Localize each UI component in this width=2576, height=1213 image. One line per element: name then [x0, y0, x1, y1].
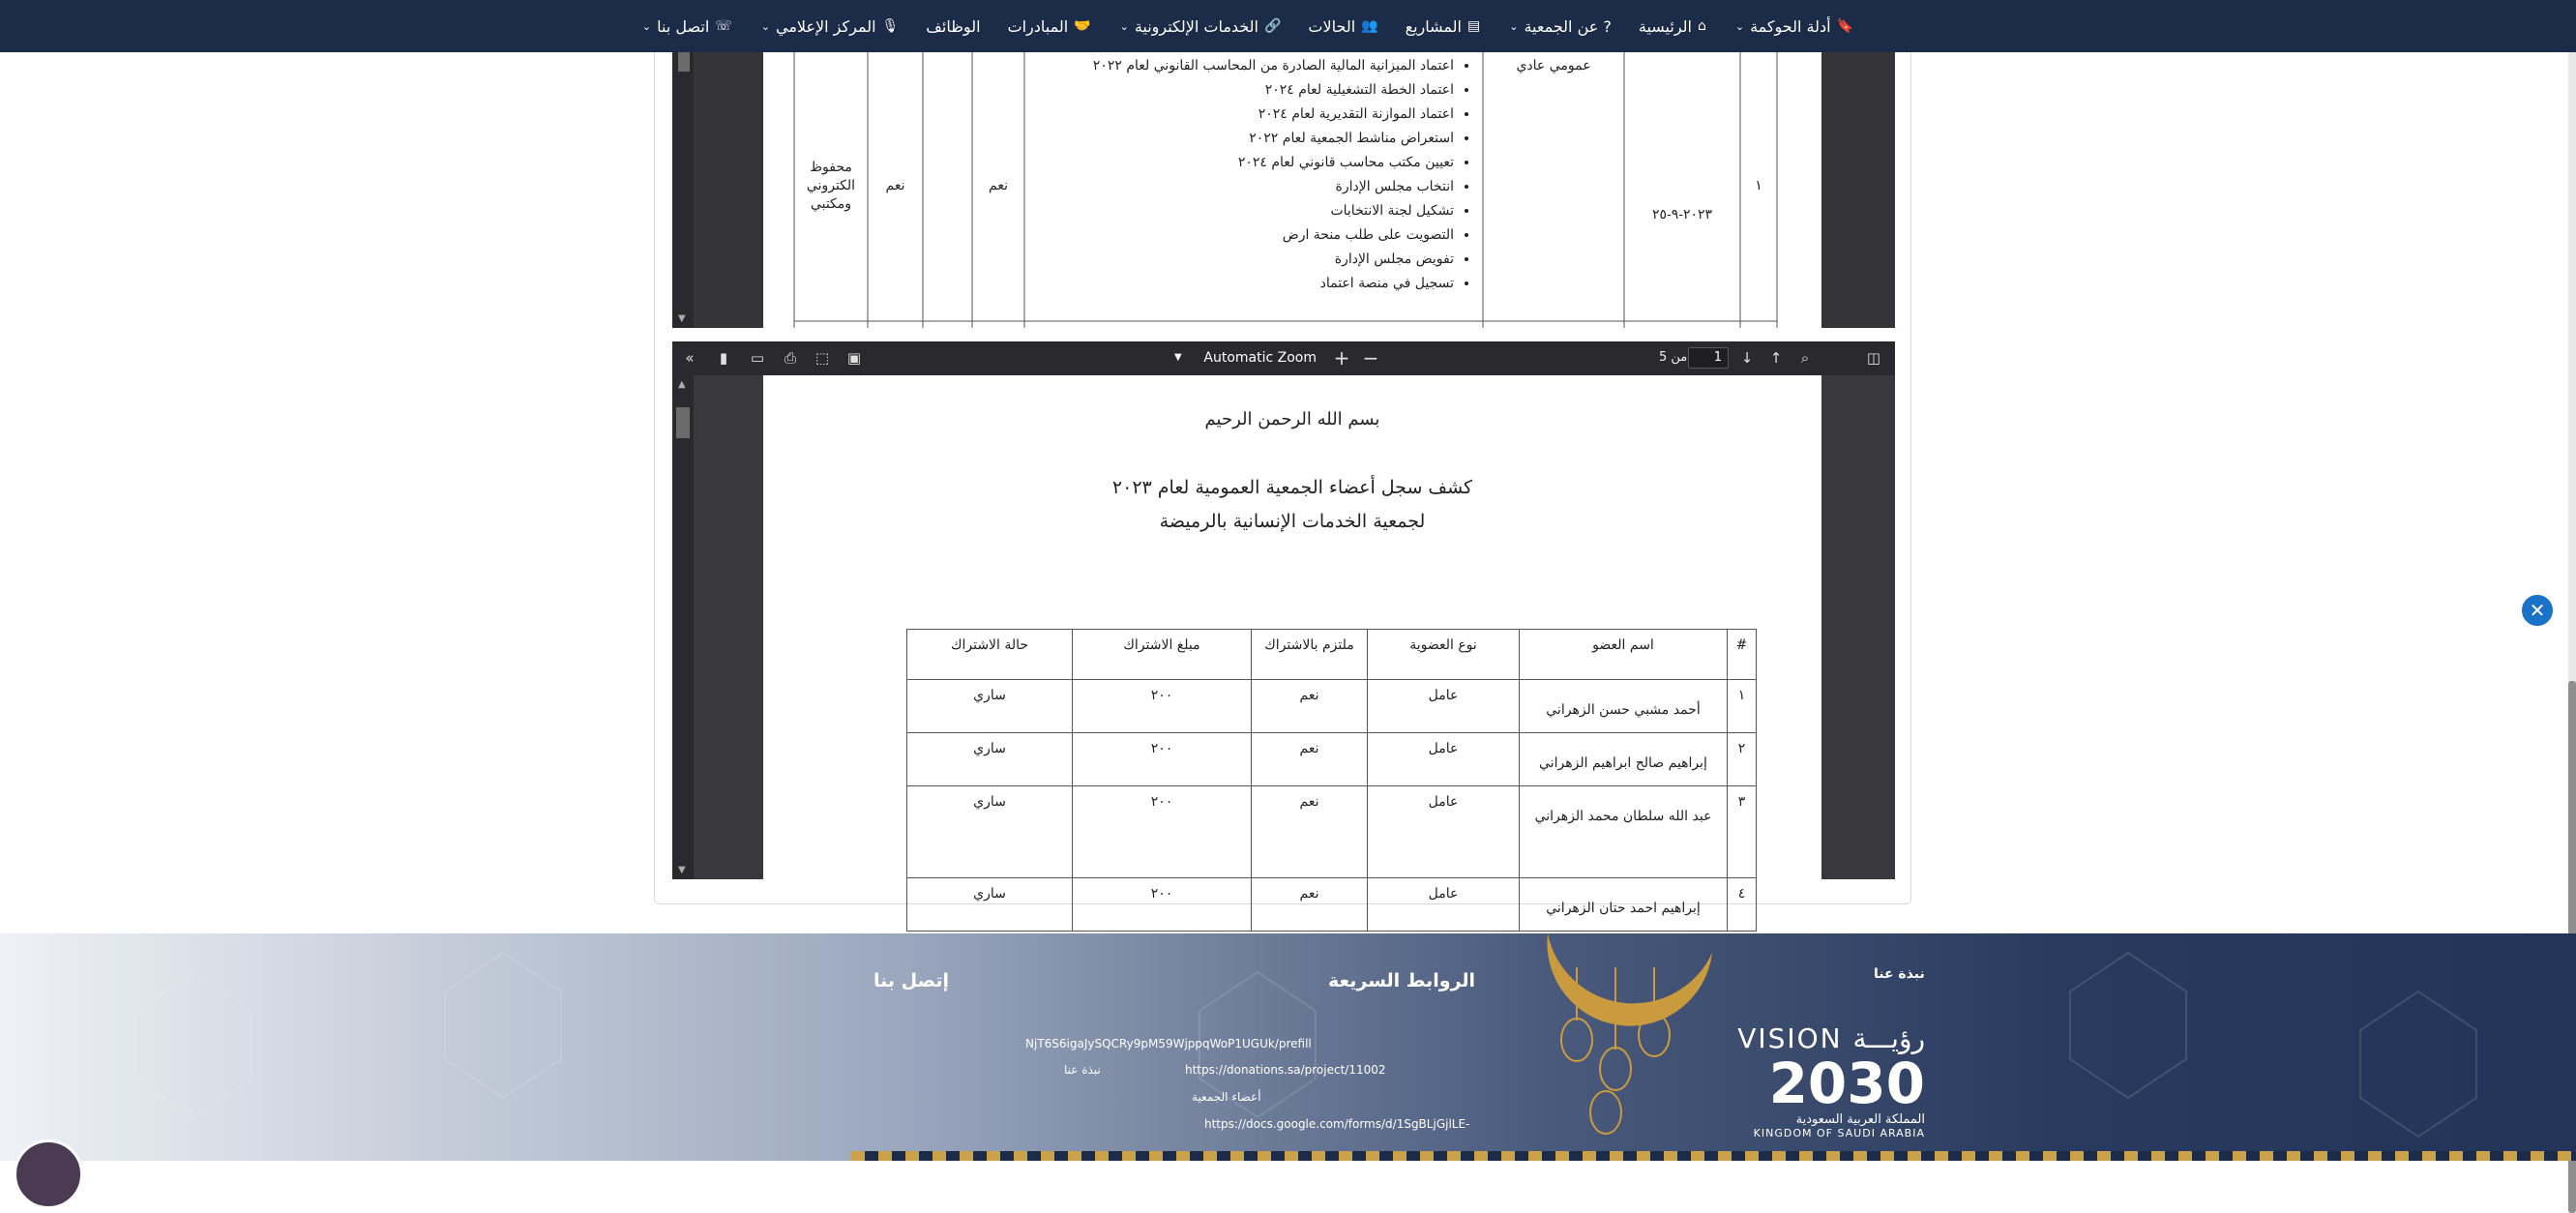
meeting-type-cell: عمومي عادي — [1516, 58, 1591, 74]
page-count: من 5 — [1659, 350, 1688, 365]
cell-n: ٣ — [1728, 786, 1757, 878]
cell-name: إبراهيم احمد حتان الزهراني — [1520, 878, 1728, 932]
nav-item-label: الوظائف — [926, 16, 981, 36]
cell-type: عامل — [1368, 878, 1520, 932]
crescent-lanterns-icon — [1538, 933, 1732, 1161]
cell-committed: نعم — [1252, 878, 1368, 932]
cell-n: ٢ — [1728, 733, 1757, 786]
microphone-icon: 🎙 — [881, 18, 900, 34]
chevron-down-icon: ⌄ — [1509, 19, 1519, 33]
pdf-page — [763, 375, 1821, 916]
cell-n: ١ — [1728, 680, 1757, 733]
header-amount: مبلغ الاشتراك — [1073, 630, 1252, 680]
cell-name: إبراهيم صالح ابراهيم الزهراني — [1520, 733, 1728, 786]
document-title: كشف سجل أعضاء الجمعية العمومية لعام ٢٠٢٣ — [1111, 477, 1473, 498]
cell-committed: نعم — [1252, 733, 1368, 786]
zoom-out-icon[interactable]: − — [1362, 346, 1379, 370]
vision-year: 2030 — [1768, 1050, 1925, 1116]
header-status: حالة الاشتراك — [907, 630, 1073, 680]
pdf-viewer-previous[interactable] — [672, 52, 1895, 328]
scroll-down-icon[interactable]: ▼ — [678, 313, 686, 324]
scroll-down-icon[interactable]: ▼ — [678, 865, 686, 875]
nav-item-label: الرئيسية — [1638, 16, 1692, 36]
chevron-down-icon: ⌄ — [641, 19, 652, 33]
sidebar-toggle-icon[interactable]: « — [685, 349, 695, 367]
nav-item[interactable] — [1294, 0, 1391, 52]
members-table — [906, 629, 1757, 932]
chevron-down-icon: ⌄ — [1119, 19, 1129, 33]
presentation-icon[interactable]: ▣ — [846, 349, 862, 367]
nav-item-label: المشاريع — [1405, 16, 1462, 36]
vision-country-ar: المملكة العربية السعودية — [1795, 1112, 1925, 1127]
zoom-select[interactable] — [1170, 347, 1320, 369]
agenda-item: • اعتماد الخطة التشغيلية لعام ٢٠٢٤ — [1024, 78, 1454, 103]
scrollbar-thumb[interactable] — [678, 52, 690, 72]
nav-item[interactable] — [1625, 0, 1720, 52]
cell-c1: نعم — [885, 178, 905, 193]
row-index-cell: ١ — [1755, 178, 1762, 193]
agenda-item: • تسجيل في منصة اعتماد — [1024, 272, 1454, 296]
next-page-icon[interactable]: ↓ — [1740, 349, 1754, 367]
chevron-down-icon: ▼ — [1174, 352, 1182, 363]
document-subtitle: لجمعية الخدمات الإنسانية بالرميضة — [1159, 511, 1426, 532]
top-navigation — [0, 0, 2576, 52]
basmala: بسم الله الرحمن الرحيم — [1204, 409, 1380, 429]
footer-link[interactable]: نبذة عنا — [1064, 1063, 1101, 1077]
agenda-item: • تعيين مكتب محاسب قانوني لعام ٢٠٢٤ — [1024, 151, 1454, 175]
nav-item[interactable] — [1494, 0, 1625, 52]
nav-item-label: الحالات — [1308, 16, 1356, 36]
agenda-item: • استعراض مناشط الجمعية لعام ٢٠٢٢ — [1024, 127, 1454, 151]
cell-committed: نعم — [1252, 680, 1368, 733]
nav-items — [641, 0, 1867, 52]
phone-icon: ☏ — [715, 18, 732, 34]
pdf-toolbar — [672, 341, 1895, 375]
footer — [0, 933, 2576, 1161]
cell-amount: ٢٠٠ — [1073, 733, 1252, 786]
nav-item[interactable] — [912, 0, 993, 52]
bookmark-icon: 🔖 — [1836, 18, 1853, 34]
footer-link[interactable]: https://donations.sa/project/11002 — [1185, 1063, 1386, 1077]
cell-amount: ٢٠٠ — [1073, 680, 1252, 733]
close-button[interactable]: ✕ — [2520, 593, 2555, 628]
nav-item-label: أدلة الحوكمة — [1750, 16, 1831, 36]
agenda-item: • اعتماد الموازنة التقديرية لعام ٢٠٢٤ — [1024, 103, 1454, 127]
table-row — [907, 733, 1757, 786]
agenda-item: • اعتماد الميزانية المالية الصادرة من المحاسب القانوني لعام ٢٠٢٢ — [1024, 54, 1454, 78]
table-row — [907, 680, 1757, 733]
nav-item[interactable] — [627, 0, 746, 52]
chevron-down-icon: ⌄ — [760, 19, 771, 33]
nav-item[interactable] — [1392, 0, 1495, 52]
agenda-list — [1024, 54, 1483, 296]
print-icon[interactable]: ⎙ — [784, 349, 796, 367]
table-row — [907, 786, 1757, 878]
nav-item-label: المبادرات — [1007, 16, 1069, 36]
pdf-viewer[interactable] — [672, 341, 1895, 916]
cell-type: عامل — [1368, 786, 1520, 878]
agenda-item: • انتخاب مجلس الإدارة — [1024, 175, 1454, 199]
nav-item[interactable] — [1720, 0, 1867, 52]
vision-word: VISION رؤيـــة — [1737, 1022, 1925, 1054]
bookmark-icon[interactable]: ▮ — [719, 349, 728, 367]
cell-status: ساري — [907, 878, 1073, 932]
table-row — [907, 878, 1757, 932]
chevron-down-icon: ⌄ — [1734, 19, 1745, 33]
nav-item-label: المركز الإعلامي — [776, 16, 876, 36]
header-name: اسم العضو — [1520, 630, 1728, 680]
footer-about-title: نبذة عنا — [1874, 966, 1925, 982]
cell-status: ساري — [907, 680, 1073, 733]
nav-item[interactable] — [1105, 0, 1295, 52]
header-committed: ملتزم بالاشتراك — [1252, 630, 1368, 680]
scroll-up-icon[interactable]: ▲ — [678, 379, 686, 390]
vision-2030-logo — [1722, 1022, 1925, 1139]
vision-country-en: KINGDOM OF SAUDI ARABIA — [1753, 1127, 1925, 1139]
zoom-in-icon[interactable]: + — [1333, 346, 1350, 370]
footer-link[interactable]: أعضاء الجمعية — [1192, 1090, 1261, 1104]
nav-item[interactable] — [994, 0, 1105, 52]
agenda-item: • تفويض مجلس الإدارة — [1024, 248, 1454, 272]
home-icon: ⌂ — [1697, 18, 1706, 34]
cell-c2: نعم — [989, 178, 1008, 193]
users-icon: 👥 — [1361, 18, 1378, 34]
agenda-item: • التصويت على طلب منحة ارض — [1024, 223, 1454, 248]
footer-ornament-strip — [851, 1151, 2576, 1161]
newspaper-icon: ▤ — [1467, 18, 1481, 34]
cell-name: أحمد مشبي حسن الزهراني — [1520, 680, 1728, 733]
archive-cell: محفوظ الكتروني ومكتبي — [806, 160, 856, 212]
cell-type: عامل — [1368, 733, 1520, 786]
cell-amount: ٢٠٠ — [1073, 786, 1252, 878]
chat-avatar[interactable] — [14, 1139, 83, 1209]
search-icon[interactable]: ⌕ — [1800, 349, 1810, 367]
viewer-scrollbar[interactable] — [672, 375, 694, 879]
nav-item-label: الخدمات الإلكترونية — [1134, 16, 1258, 36]
table-header-row — [907, 630, 1757, 680]
pdf-page — [763, 52, 1821, 328]
previous-page-icon[interactable]: ↑ — [1769, 349, 1783, 367]
zoom-value: Automatic Zoom — [1203, 350, 1317, 366]
viewer-scrollbar[interactable] — [672, 52, 694, 328]
footer-link[interactable]: NjT6S6igaJySQCRy9pM59WjppqWoP1UGUk/prefill — [1025, 1037, 1312, 1050]
secondary-toolbar-icon[interactable]: ◫ — [1866, 349, 1881, 367]
header-index: # — [1728, 630, 1757, 680]
footer-contact-title: إتصل بنا — [873, 970, 949, 991]
nav-item[interactable] — [746, 0, 913, 52]
cell-amount: ٢٠٠ — [1073, 878, 1252, 932]
header-membership-type: نوع العضوية — [1368, 630, 1520, 680]
footer-link[interactable]: https://docs.google.com/forms/d/1SgBLjGjlLE- — [1204, 1117, 1470, 1131]
download-icon[interactable]: ⬚ — [814, 349, 830, 367]
nav-item-label: اتصل بنا — [657, 16, 710, 36]
open-file-icon[interactable]: ▭ — [750, 349, 765, 367]
link-icon: 🔗 — [1263, 18, 1282, 34]
cell-status: ساري — [907, 733, 1073, 786]
scrollbar-thumb[interactable] — [676, 407, 690, 438]
nav-item-label: عن الجمعية ? — [1524, 16, 1612, 36]
meeting-date-cell: ٢٠٢٣-٩-٢٥ — [1651, 207, 1713, 222]
handshake-icon: 🤝 — [1074, 18, 1091, 34]
cell-n: ٤ — [1728, 878, 1757, 932]
footer-quick-links-title: الروابط السريعة — [1328, 970, 1476, 991]
cell-status: ساري — [907, 786, 1073, 878]
cell-type: عامل — [1368, 680, 1520, 733]
cell-committed: نعم — [1252, 786, 1368, 878]
cell-name: عبد الله سلطان محمد الزهراني — [1520, 786, 1728, 878]
agenda-item: • تشكيل لجنة الانتخابات — [1024, 199, 1454, 223]
page-number-input[interactable]: 1 — [1688, 347, 1729, 369]
